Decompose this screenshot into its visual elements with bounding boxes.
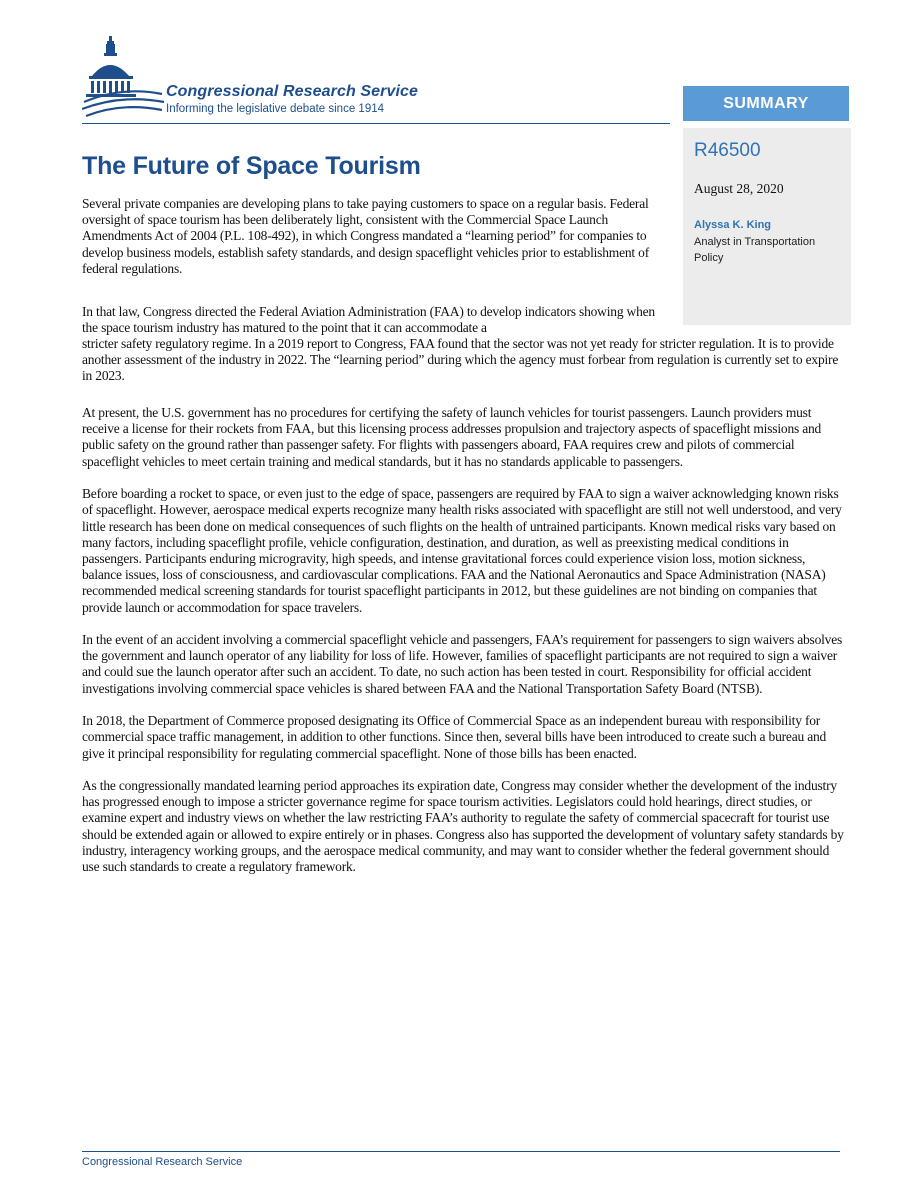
main-body xyxy=(82,405,846,892)
page-title: The Future of Space Tourism xyxy=(82,152,421,180)
body-paragraph: As the congressionally mandated learning period approaches its expiration date, Congress may consider whether the development of the industry has progressed enough to impose a stricter governance regime for space tourism activities. Legislators could hold hearings, direct studies, or examine expert and industry views on whether the law restricting FAA’s authority to regulate the safety of commercial spacecraft for tourist use should be extended again or allowed to expire entirely or in phases. Congress also has supported the development of voluntary safety standards by industry, interagency working groups, and the aerospace medical community, and may want to consider whether the federal government should use such standards to create a regulatory framework. xyxy=(82,778,844,875)
author-title: Analyst in Transportation Policy xyxy=(694,236,816,264)
paragraph-text: Several private companies are developing plans to take paying customers to space on a regular basis. Federal oversight of space tourism has been deliberately light, consistent with the Commercial Space Launch Amendments Act of 2004 (P.L. 108-492), in which Congress mandated a “learning period” for companies to develop business models, establish safety standards, and design spaceflight vehicles prior to establishment of federal regulations. xyxy=(82,196,649,276)
capitol-dome-icon xyxy=(82,36,166,122)
crs-logo xyxy=(82,36,472,122)
intro-paragraph xyxy=(82,196,662,277)
paragraph-2-continued: stricter safety regulatory regime. In a 2019 report to Congress, FAA found that the sector was not yet ready for stricter regulation. It is to provide another assessment of the industry in 2022. The “learning period” during which the agency must forbear from regulation is currently set to expire in 2023. xyxy=(82,336,839,384)
footer-text: Congressional Research Service xyxy=(82,1156,243,1168)
org-name: Congressional Research Service xyxy=(166,83,419,100)
footer-divider xyxy=(82,1151,840,1152)
report-number: R46500 xyxy=(694,140,761,161)
body-paragraph: In the event of an accident involving a commercial spaceflight vehicle and passengers, FAA’s requirement for passengers to sign waivers absolves the government and launch operator of any liability for loss of life. However, families of spaceflight participants are not required to sign a waiver and could sue the launch operator after such an accident. To date, no such action has been tested in court. Responsibility for official accident investigations involving commercial space vehicles is shared between FAA and the National Transportation Safety Board (NTSB). xyxy=(82,632,843,696)
author-name[interactable]: Alyssa K. King xyxy=(694,219,772,231)
paragraph-2-start: In that law, Congress directed the Federal Aviation Administration (FAA) to develop indicators showing when the space tourism industry has matured to the point that it can accommodate a xyxy=(82,304,655,336)
header-divider xyxy=(82,123,670,124)
body-paragraph: Before boarding a rocket to space, or even just to the edge of space, passengers are required by FAA to sign a waiver acknowledging known risks of spaceflight. However, aerospace medical experts recognize many health risks associated with spaceflight are still not well understood, and very little research has been done on medical consequences of such flights on the health of untrained participants. Known medical risks vary based on many factors, including spaceflight profile, vehicle configuration, destination, and duration, as well as preexisting medical conditions in passengers. Participants enduring microgravity, high speeds, and intense gravitational forces could experience vision loss, motion sickness, balance issues, loss of consciousness, and cardiovascular complications. FAA and the National Aeronautics and Space Administration (NASA) recommended medical screening standards for tourist spaceflight participants in 2012, but these guidelines are not binding on companies that provide launch or accommodation for space travelers. xyxy=(82,486,842,615)
org-tagline: Informing the legislative debate since 1914 xyxy=(166,103,385,115)
body-paragraph: In 2018, the Department of Commerce proposed designating its Office of Commercial Space as an independent bureau with responsibility for commercial space traffic management, in addition to other functions. Since then, several bills have been introduced to create such a bureau and give it principal responsibility for regulating commercial spaceflight. None of those bills has been enacted. xyxy=(82,713,827,761)
body-paragraph: At present, the U.S. government has no procedures for certifying the safety of launch vehicles for tourist passengers. Launch providers must receive a license for their rockets from FAA, but this licensing process addresses propulsion and trajectory aspects of spaceflight missions and public safety on the ground rather than passenger safety. For flights with passengers aboard, FAA requires crew and pilots of commercial spaceflight vehicles to meet certain training and medical standards, but it has no standards applicable to passengers. xyxy=(82,405,822,469)
summary-label: SUMMARY xyxy=(683,86,849,121)
report-date: August 28, 2020 xyxy=(694,181,784,196)
